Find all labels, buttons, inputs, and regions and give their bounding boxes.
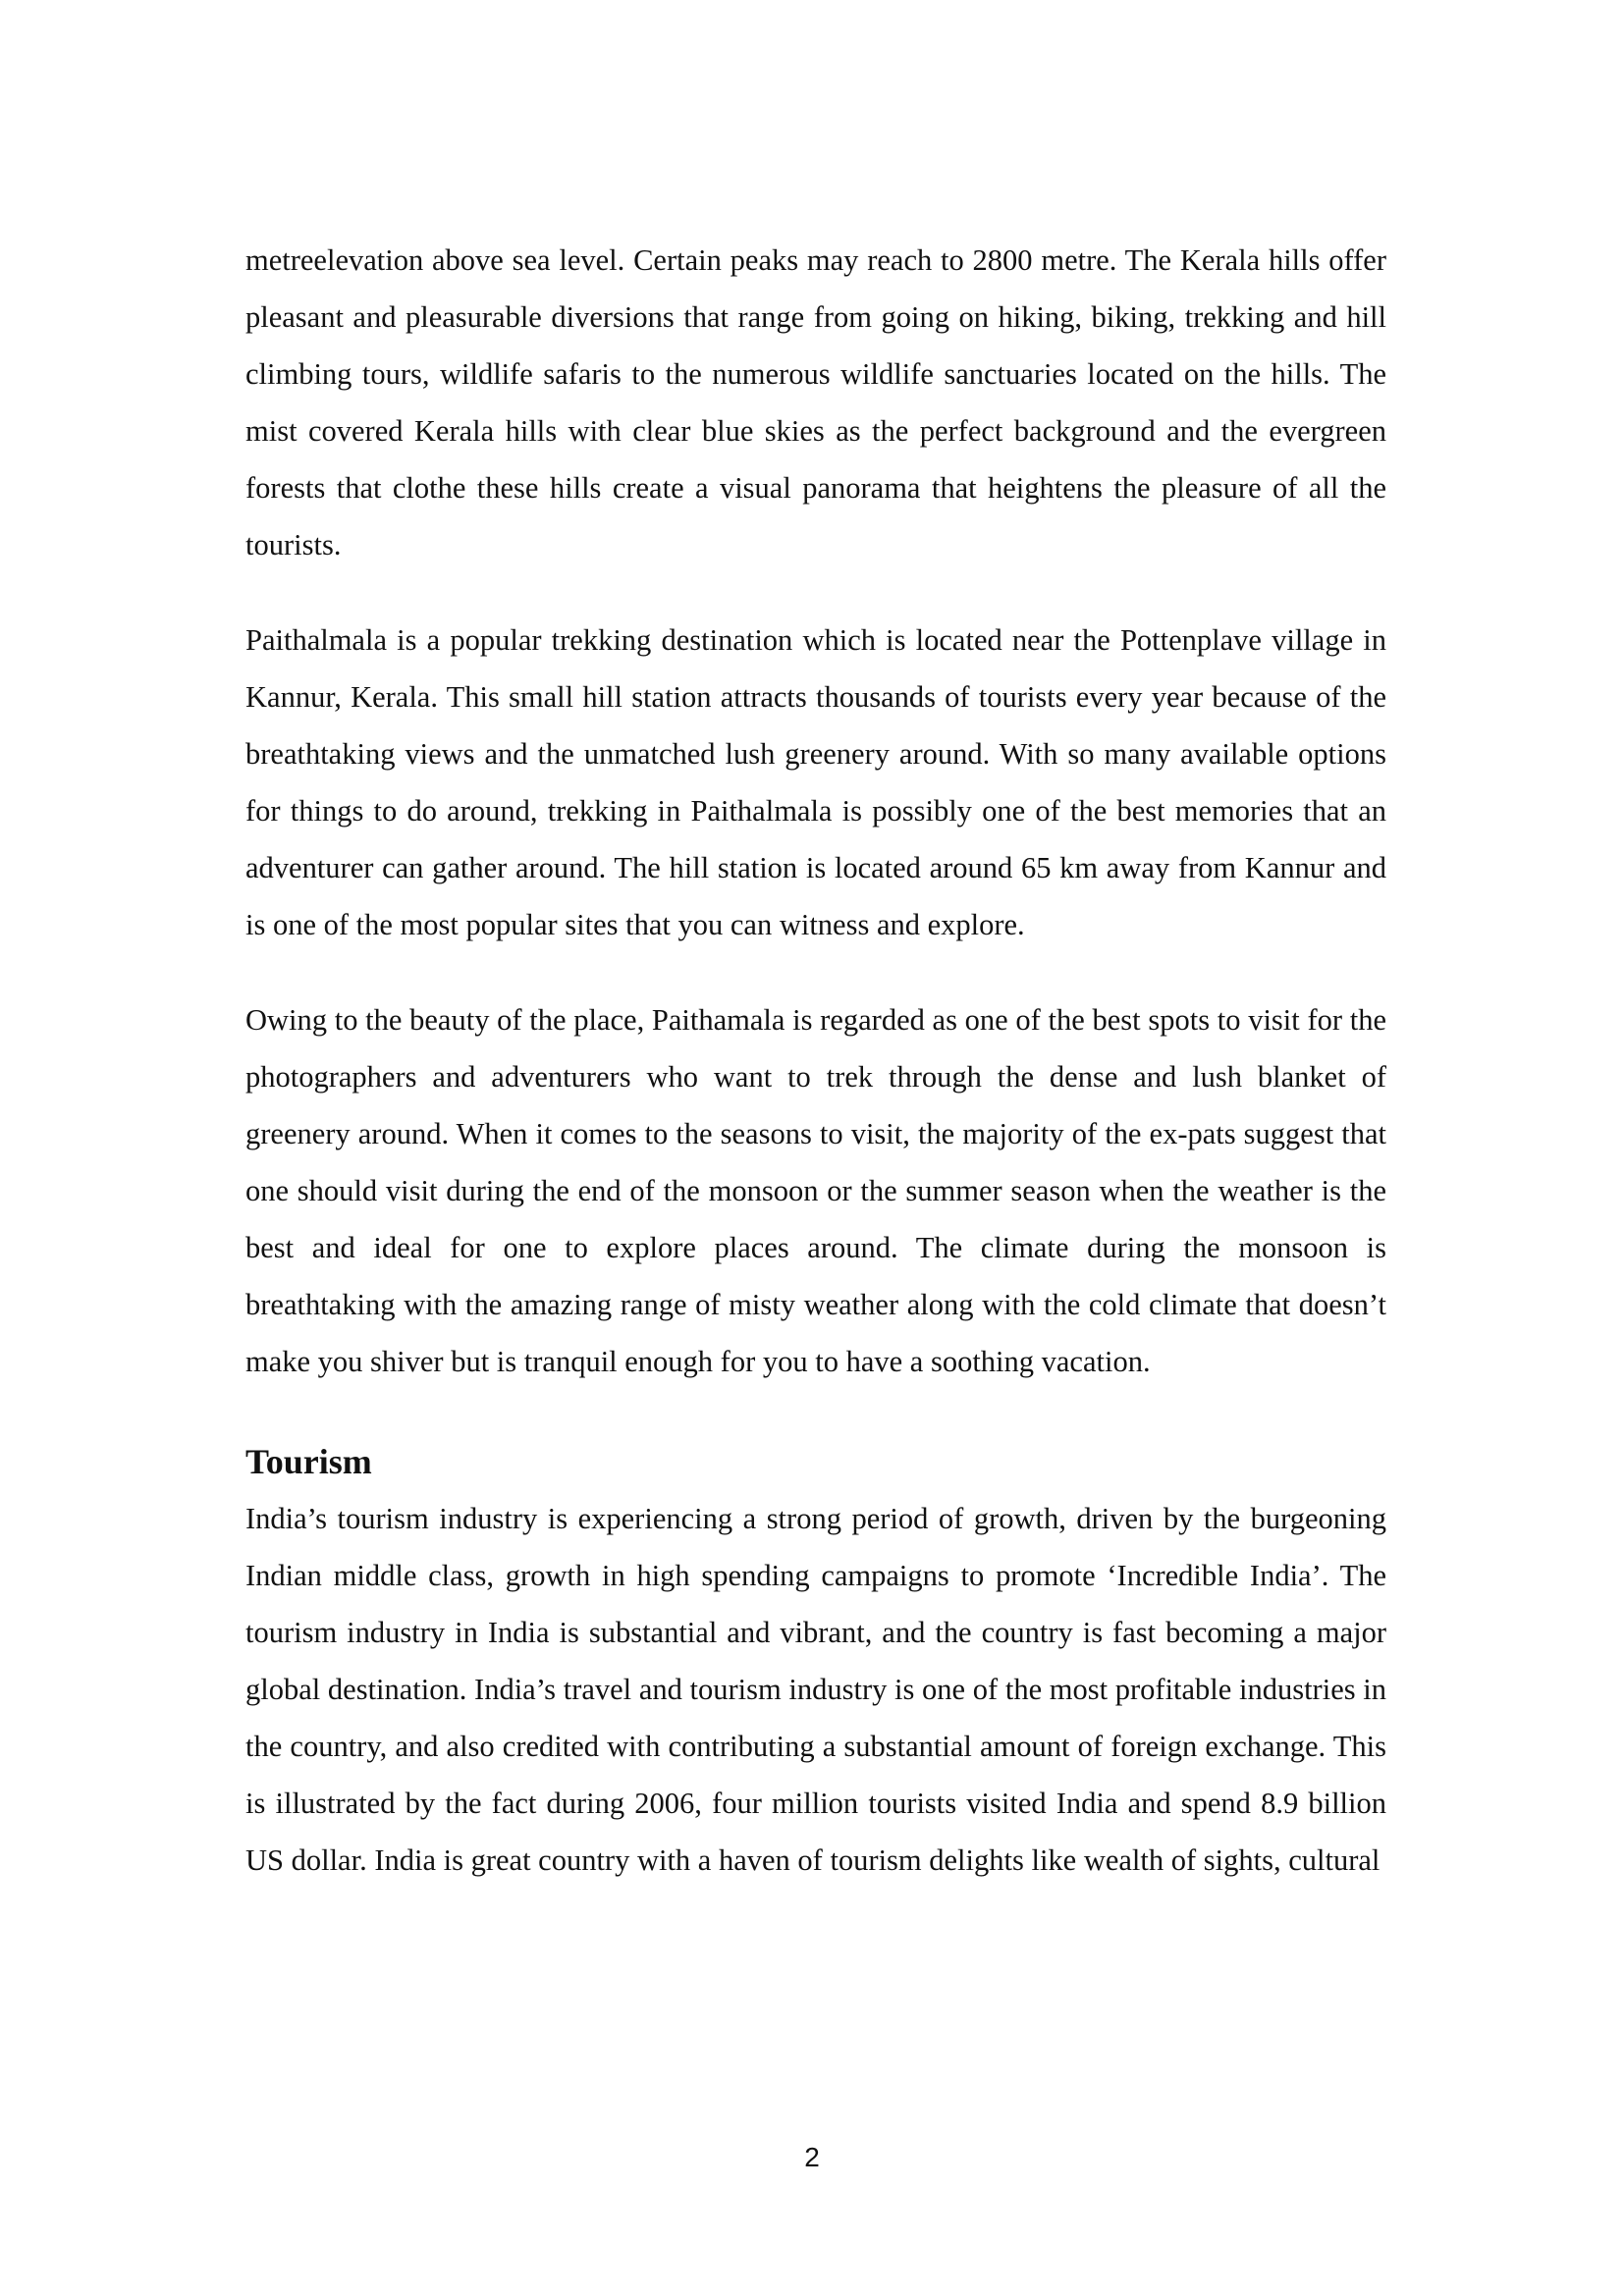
section-heading-tourism: Tourism xyxy=(245,1442,372,1481)
paragraph-paithamala-seasons: Owing to the beauty of the place, Paithamala is regarded as one of the best spots to visit for the photographers and adventurers who want to trek through the dense and lush blanket of greenery around. When it comes to the seasons to visit, the majority of the ex-pats suggest that one should visit during the end of the monsoon or the summer season when the weather is the best and ideal for one to explore places around. The climate during the monsoon is breathtaking with the amazing range of misty weather along with the cold climate that doesn’t make you shiver but is tranquil enough for you to have a soothing vacation. xyxy=(245,1003,1386,1378)
body-text xyxy=(245,232,1386,1927)
paragraph-kerala-hills: metreelevation above sea level. Certain peaks may reach to 2800 metre. The Kerala hills offer pleasant and pleasurable diversions that range from going on hiking, biking, trekking and hill climbing tours, wildlife safaris to the numerous wildlife sanctuaries located on the hills. The mist covered Kerala hills with clear blue skies as the perfect background and the evergreen forests that clothe these hills create a visual panorama that heightens the pleasure of all the tourists. xyxy=(245,243,1386,561)
paragraph-tourism-industry: India’s tourism industry is experiencing a strong period of growth, driven by the burgeoning Indian middle class, growth in high spending campaigns to promote ‘Incredible India’. The tourism industry in India is substantial and vibrant, and the country is fast becoming a major global destination. India’s travel and tourism industry is one of the most profitable industries in the country, and also credited with contributing a substantial amount of foreign exchange. This is illustrated by the fact during 2006, four million tourists visited India and spend 8.9 billion US dollar. India is great country with a haven of tourism delights like wealth of sights, cultural xyxy=(245,1502,1386,1877)
page-number: 2 xyxy=(804,2142,820,2172)
paragraph-paithalmala: Paithalmala is a popular trekking destination which is located near the Pottenplave village in Kannur, Kerala. This small hill station attracts thousands of tourists every year because of the breathtaking views and the unmatched lush greenery around. With so many available options for things to do around, trekking in Paithalmala is possibly one of the best memories that an adventurer can gather around. The hill station is located around 65 km away from Kannur and is one of the most popular sites that you can witness and explore. xyxy=(245,623,1386,941)
